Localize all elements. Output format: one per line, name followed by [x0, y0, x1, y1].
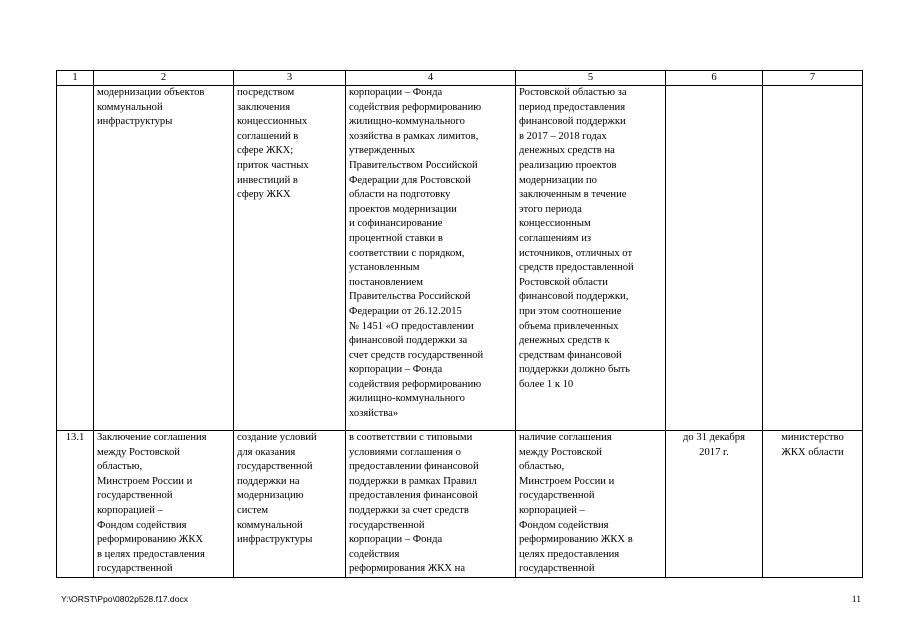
column-number-3: 3 — [234, 71, 346, 86]
column-number-4: 4 — [346, 71, 516, 86]
page-number: 11 — [851, 594, 861, 605]
column-number-5: 5 — [516, 71, 666, 86]
document-path: Y:\ORST\Ppo\0802p528.f17.docx — [61, 594, 189, 604]
indicator-cell: наличие соглашения между Ростовской областью, Минстроем России и государственной корпорацией – Фондом содействия реформированию ЖКХ в целях предоставления государственной — [516, 431, 666, 578]
goal-cell: посредством заключения концессионных соглашений в сфере ЖКХ; приток частных инвестиций в сферу ЖКХ — [234, 86, 346, 431]
deadline-cell — [666, 86, 763, 431]
table-row — [57, 86, 863, 431]
column-number-2: 2 — [94, 71, 234, 86]
plan-table — [56, 70, 863, 578]
measure-name-cell: модернизации объектов коммунальной инфраструктуры — [94, 86, 234, 431]
row-number-cell — [57, 86, 94, 431]
goal-cell: создание условий для оказания государственной поддержки на модернизацию систем коммунальной инфраструктуры — [234, 431, 346, 578]
mechanism-cell: корпорации – Фонда содействия реформированию жилищно-коммунального хозяйства в рамках лимитов, утвержденных Правительством Российской Федерации для Ростовской области на подготовку проектов модернизации и софинансирование процентной ставки в соответствии с порядком, установленным постановлением Правительства Российской Федерации от 26.12.2015 № 1451 «О предоставлении финансовой поддержки за счет средств государственной корпорации – Фонда содействия реформированию жилищно-коммунального хозяйства» — [346, 86, 516, 431]
column-number-7: 7 — [763, 71, 863, 86]
indicator-cell: Ростовской областью за период предоставления финансовой поддержки в 2017 – 2018 годах денежных средств на реализацию проектов модернизации по заключенным в течение этого периода концессионным соглашениям из источников, отличных от средств предоставленной Ростовской области финансовой поддержки, при этом соотношение объема привлеченных денежных средств к средствам финансовой поддержки должно быть более 1 к 10 — [516, 86, 666, 431]
table-header-row — [57, 71, 863, 86]
responsible-cell: министерство ЖКХ области — [763, 431, 863, 578]
mechanism-cell: в соответствии с типовыми условиями соглашения о предоставлении финансовой поддержки в рамках Правил предоставления финансовой поддержки за счет средств государственной корпорации – Фонда содействия реформирования ЖКХ на — [346, 431, 516, 578]
deadline-cell: до 31 декабря 2017 г. — [666, 431, 763, 578]
table-row — [57, 431, 863, 578]
measure-name-cell: Заключение соглашения между Ростовской областью, Минстроем России и государственной корпорацией – Фондом содействия реформированию ЖКХ в целях предоставления государственной — [94, 431, 234, 578]
responsible-cell — [763, 86, 863, 431]
row-number-cell: 13.1 — [57, 431, 94, 578]
column-number-1: 1 — [57, 71, 94, 86]
column-number-6: 6 — [666, 71, 763, 86]
